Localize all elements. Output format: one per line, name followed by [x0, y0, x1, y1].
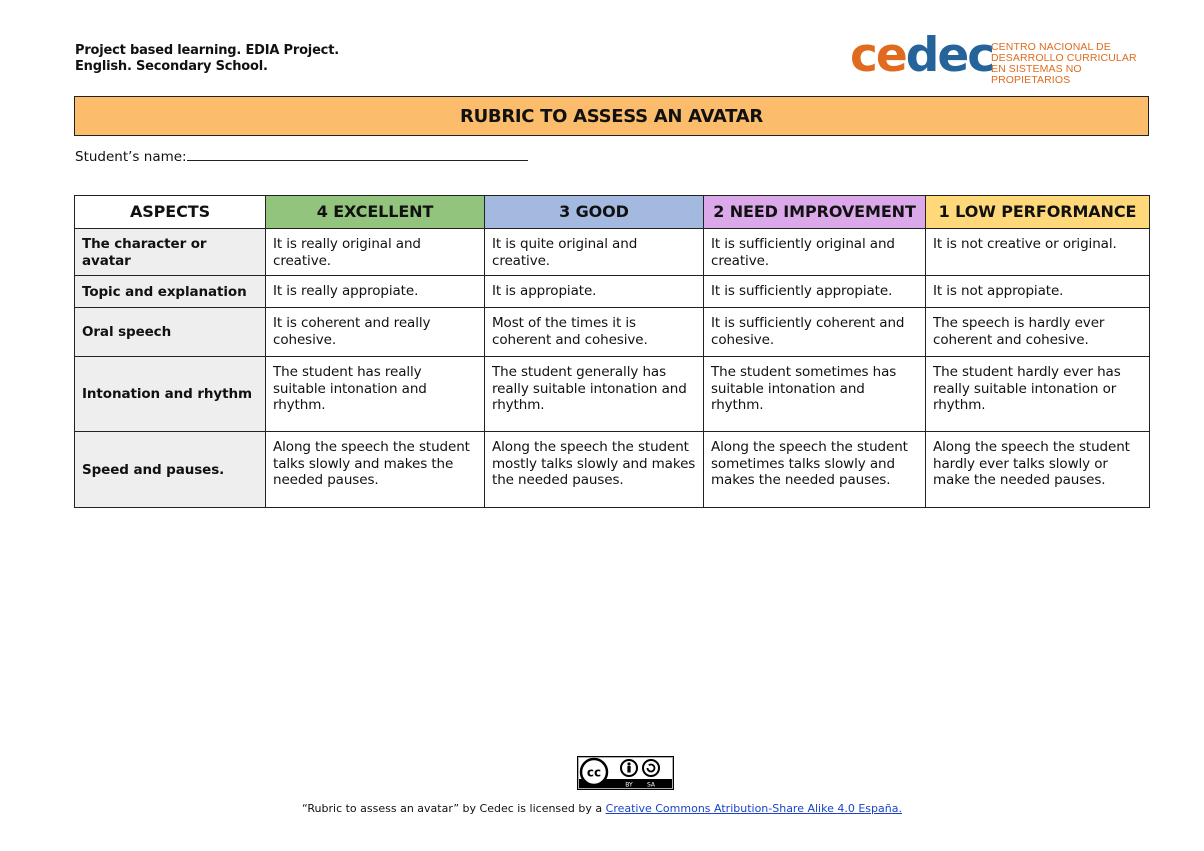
rubric-cell: The student hardly ever has really suitable intonation or rhythm. [926, 357, 1150, 432]
rubric-cell: It is sufficiently appropiate. [704, 276, 926, 308]
logo-wordmark [850, 30, 993, 82]
rubric-cell: The speech is hardly ever coherent and cohesive. [926, 308, 1150, 357]
rubric-cell: It is not appropiate. [926, 276, 1150, 308]
student-name-blank[interactable] [187, 147, 528, 161]
header-line-2: English. Secondary School. [75, 59, 268, 74]
aspect-cell: Speed and pauses. [75, 432, 266, 508]
logo-tag-line-3: EN SISTEMAS NO PROPIETARIOS [991, 63, 1082, 86]
rubric-cell: The student has really suitable intonation and rhythm. [266, 357, 485, 432]
rubric-cell: It is not creative or original. [926, 229, 1150, 276]
header-low-performance: 1 LOW PERFORMANCE [926, 196, 1150, 229]
rubric-cell: It is sufficiently original and creative. [704, 229, 926, 276]
cc-by-sa-icon [577, 756, 674, 790]
rubric-cell: Along the speech the student hardly ever talks slowly or make the needed pauses. [926, 432, 1150, 508]
rubric-cell: It is really original and creative. [266, 229, 485, 276]
rubric-cell: It is quite original and creative. [485, 229, 704, 276]
rubric-cell: Most of the times it is coherent and cohesive. [485, 308, 704, 357]
header-row [75, 196, 1150, 229]
table-row [75, 308, 1150, 357]
cc-badge-graphic [577, 756, 674, 790]
aspect-cell: Intonation and rhythm [75, 357, 266, 432]
table-row [75, 229, 1150, 276]
aspect-cell: Topic and explanation [75, 276, 266, 308]
table-row [75, 357, 1150, 432]
rubric-cell: Along the speech the student talks slowly and makes the needed pauses. [266, 432, 485, 508]
student-name-line [75, 147, 528, 165]
student-name-label: Student’s name: [75, 149, 187, 165]
badge-by-text: BY [625, 781, 633, 789]
rubric-cell: It is really appropiate. [266, 276, 485, 308]
license-text: “Rubric to assess an avatar” by Cedec is licensed by a [302, 802, 606, 815]
header-line-1: Project based learning. EDIA Project. [75, 43, 339, 58]
rubric-cell: It is sufficiently coherent and cohesive. [704, 308, 926, 357]
rubric-cell: It is appropiate. [485, 276, 704, 308]
header-need-improvement: 2 NEED IMPROVEMENT [704, 196, 926, 229]
header-good: 3 GOOD [485, 196, 704, 229]
rubric-cell: Along the speech the student sometimes talks slowly and makes the needed pauses. [704, 432, 926, 508]
document-header [75, 43, 339, 75]
logo-word-part1: ce [850, 28, 906, 83]
rubric-cell: The student generally has really suitable intonation and rhythm. [485, 357, 704, 432]
license-link[interactable]: Creative Commons Atribution-Share Alike 4.0 España. [605, 802, 902, 815]
rubric-cell: Along the speech the student mostly talks slowly and makes the needed pauses. [485, 432, 704, 508]
rubric-cell: The student sometimes has suitable intonation and rhythm. [704, 357, 926, 432]
table-row [75, 276, 1150, 308]
svg-text:cc: cc [586, 765, 602, 780]
logo-tagline [991, 42, 1161, 86]
rubric-cell: It is coherent and really cohesive. [266, 308, 485, 357]
badge-sa-text: SA [646, 781, 656, 789]
rubric-title: RUBRIC TO ASSESS AN AVATAR [74, 96, 1149, 136]
logo-word-part2: dec [905, 28, 994, 83]
header-excellent: 4 EXCELLENT [266, 196, 485, 229]
aspect-cell: Oral speech [75, 308, 266, 357]
header-aspects: ASPECTS [75, 196, 266, 229]
logo-tag-line-2: DESARROLLO CURRICULAR [991, 52, 1137, 64]
license-footer [0, 802, 1204, 815]
logo-tag-line-1: CENTRO NACIONAL DE [991, 41, 1111, 53]
table-row [75, 432, 1150, 508]
rubric-table [74, 195, 1150, 508]
aspect-cell: The character or avatar [75, 229, 266, 276]
